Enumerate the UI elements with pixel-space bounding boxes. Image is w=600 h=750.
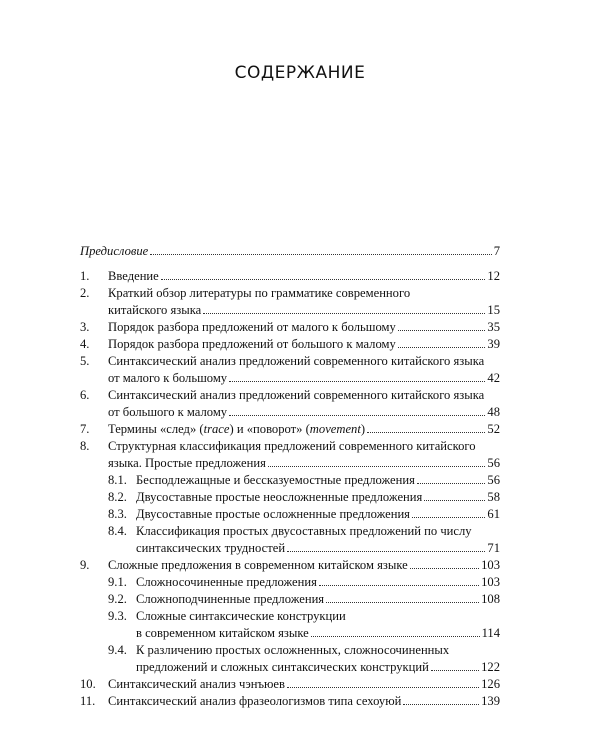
leader-dots <box>287 541 485 552</box>
toc-label: Бесподлежащные и бессказуемостные предложения <box>136 473 415 487</box>
leader-dots <box>431 660 479 671</box>
leader-dots <box>410 558 479 569</box>
toc-label: Сложные синтаксические конструкции <box>136 609 346 623</box>
toc-page-number: 126 <box>481 677 500 691</box>
leader-dots <box>161 269 486 280</box>
toc-page-number: 108 <box>481 592 500 606</box>
leader-dots <box>326 592 479 603</box>
toc-number: 8.1. <box>108 473 127 487</box>
toc-entry-8-4-cont <box>136 540 500 557</box>
toc-label: Сложные предложения в современном китайском языке <box>108 558 408 572</box>
toc-number: 9.4. <box>108 643 127 657</box>
toc-label: китайского языка <box>108 303 202 317</box>
toc-entry-8-2 <box>108 489 500 506</box>
leader-dots <box>203 303 485 314</box>
toc-number: 7. <box>80 422 90 436</box>
toc-label: Структурная классификация предложений современного китайского <box>108 439 476 453</box>
toc-number: 11. <box>80 694 96 708</box>
toc-label: Предисловие <box>80 244 149 258</box>
toc-label: К различению простых осложненных, сложносочиненных <box>136 643 450 657</box>
toc-entry-2 <box>80 285 500 302</box>
toc-page-number: 39 <box>487 337 500 351</box>
toc-label: Синтаксический анализ фразеологизмов типа сехоуюй <box>108 694 402 708</box>
toc-label: Порядок разбора предложений от малого к большому <box>108 320 396 334</box>
leader-dots <box>311 626 480 637</box>
toc-page-number: 42 <box>487 371 500 385</box>
toc-number: 8.2. <box>108 490 127 504</box>
leader-dots <box>398 337 486 348</box>
toc-entry-5 <box>80 353 500 370</box>
toc-entry-6 <box>80 387 500 404</box>
toc-entry-9 <box>80 557 500 574</box>
leader-dots <box>412 507 485 518</box>
toc-page-number: 61 <box>487 507 500 521</box>
toc-label: Синтаксический анализ предложений современного китайского языка <box>108 388 485 402</box>
toc-entry-9-3-cont <box>136 625 500 642</box>
toc-label: от большого к малому <box>108 405 228 419</box>
toc-label: Двусоставные простые осложненные предложения <box>136 507 410 521</box>
toc-number: 1. <box>80 269 90 283</box>
toc-entry-9-3 <box>108 608 500 625</box>
toc-label: Порядок разбора предложений от большого к малому <box>108 337 396 351</box>
toc-entry-6-cont <box>108 404 500 421</box>
toc-page-number: 56 <box>487 473 500 487</box>
leader-dots <box>229 405 485 416</box>
toc-page-number: 12 <box>487 269 500 283</box>
leader-dots <box>424 490 485 501</box>
toc-number: 8.3. <box>108 507 127 521</box>
leader-dots <box>403 694 479 705</box>
toc-entry-8-3 <box>108 506 500 523</box>
toc-page-number: 103 <box>481 558 500 572</box>
toc-number: 8.4. <box>108 524 127 538</box>
toc-label: Синтаксический анализ чэнъюев <box>108 677 285 691</box>
toc-entry-9-1 <box>108 574 500 591</box>
toc-entry-3 <box>80 319 500 336</box>
toc-label: от малого к большому <box>108 371 228 385</box>
toc-label: Краткий обзор литературы по грамматике современного <box>108 286 411 300</box>
toc-number: 9.3. <box>108 609 127 623</box>
leader-dots <box>268 456 486 467</box>
toc-label: Введение <box>108 269 159 283</box>
leader-dots <box>398 320 486 331</box>
toc-number: 2. <box>80 286 90 300</box>
leader-dots <box>367 422 485 433</box>
toc-number: 10. <box>80 677 96 691</box>
toc-page-number: 52 <box>487 422 500 436</box>
toc-page-number: 58 <box>487 490 500 504</box>
leader-dots <box>229 371 485 382</box>
toc-label: предложений и сложных синтаксических конструкций <box>136 660 429 674</box>
toc-number: 9. <box>80 558 90 572</box>
page-title: СОДЕРЖАНИЕ <box>234 63 366 83</box>
toc-label: в современном китайском языке <box>136 626 309 640</box>
toc-number: 9.2. <box>108 592 127 606</box>
toc-number: 6. <box>80 388 90 402</box>
leader-dots <box>287 677 479 688</box>
toc-page-number: 139 <box>481 694 500 708</box>
toc-entry-11 <box>80 693 500 710</box>
toc-page-number: 122 <box>481 660 500 674</box>
toc-number: 9.1. <box>108 575 127 589</box>
toc-entry-5-cont <box>108 370 500 387</box>
toc-entry-8-cont <box>108 455 500 472</box>
toc-label: Классификация простых двусоставных предложений по числу <box>136 524 472 538</box>
toc-entry-8-1 <box>108 472 500 489</box>
toc-label: Термины «след» (trace) и «поворот» (movement) <box>108 422 366 436</box>
leader-dots <box>319 575 479 586</box>
toc-entry-9-4-cont <box>136 659 500 676</box>
toc-number: 5. <box>80 354 90 368</box>
toc-entry-preface <box>80 243 500 260</box>
toc-label: Синтаксический анализ предложений современного китайского языка <box>108 354 485 368</box>
toc-label: синтаксических трудностей <box>136 541 286 555</box>
toc-entry-10 <box>80 676 500 693</box>
toc-page-number: 114 <box>481 626 500 640</box>
toc-entry-9-2 <box>108 591 500 608</box>
toc-number: 8. <box>80 439 90 453</box>
toc-entry-7 <box>80 421 500 438</box>
toc-page-number: 15 <box>487 303 500 317</box>
toc-entry-9-4 <box>108 642 500 659</box>
leader-dots <box>150 244 491 255</box>
toc-number: 4. <box>80 337 90 351</box>
toc-page-number: 7 <box>493 244 500 258</box>
toc-page-number: 71 <box>487 541 500 555</box>
toc-entry-1 <box>80 268 500 285</box>
toc-page-number: 35 <box>487 320 500 334</box>
toc-label: Сложносочиненные предложения <box>136 575 317 589</box>
leader-dots <box>417 473 485 484</box>
toc-label: языка. Простые предложения <box>108 456 266 470</box>
toc-entry-8-4 <box>108 523 500 540</box>
toc-entry-8 <box>80 438 500 455</box>
toc-entry-4 <box>80 336 500 353</box>
toc-label: Сложноподчиненные предложения <box>136 592 325 606</box>
toc-page-number: 56 <box>487 456 500 470</box>
toc-page-number: 103 <box>481 575 500 589</box>
toc-label: Двусоставные простые неосложненные предложения <box>136 490 423 504</box>
toc-page-number: 48 <box>487 405 500 419</box>
toc-entry-2-cont <box>108 302 500 319</box>
toc-number: 3. <box>80 320 90 334</box>
